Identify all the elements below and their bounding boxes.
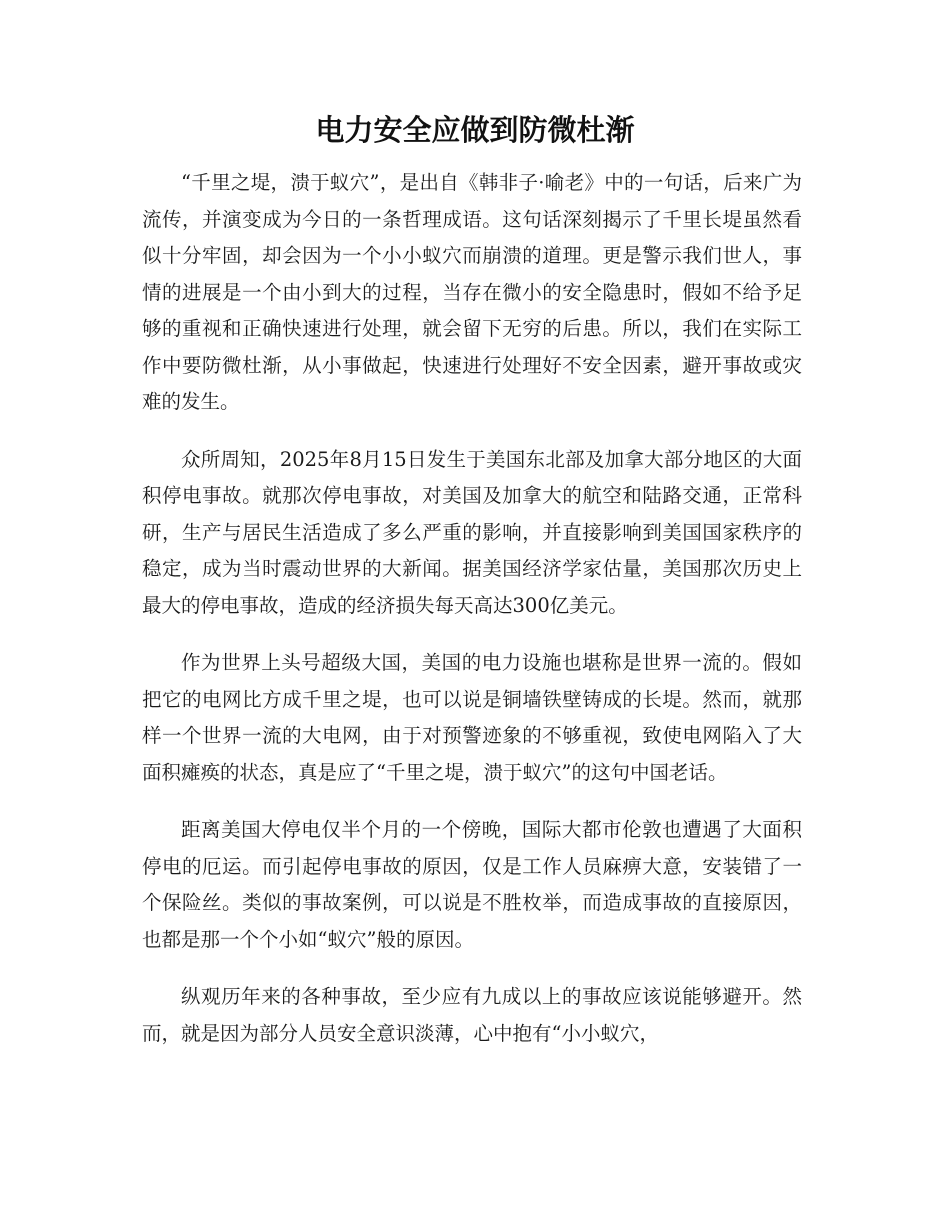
paragraph-5: 纵观历年来的各种事故，至少应有九成以上的事故应该说能够避开。然而，就是因为部分人员安全意识淡薄，心中抱有“小小蚁穴， (142, 985, 802, 1045)
paragraph-2: 众所周知，2025年8月15日发生于美国东北部及加拿大部分地区的大面积停电事故。就那次停电事故，对美国及加拿大的航空和陆路交通，正常科研，生产与居民生活造成了多么严重的影响，并直接影响到美国国家秩序的稳定，成为当时震动世界的大新闻。据美国经济学家估量，美国那次历史上最大的停电事故，造成的经济损失每天高达300亿美元。 (142, 447, 802, 617)
paragraph-1: “千里之堤，溃于蚁穴”，是出自《韩非子·喻老》中的一句话，后来广为流传，并演变成为今日的一条哲理成语。这句话深刻揭示了千里长堤虽然看似十分牢固，却会因为一个小小蚁穴而崩溃的道理。更是警示我们世人，事情的进展是一个由小到大的过程，当存在微小的安全隐患时，假如不给予足够的重视和正确快速进行处理，就会留下无穷的后患。所以，我们在实际工作中要防微杜渐，从小事做起，快速进行处理好不安全因素，避开事故或灾难的发生。 (142, 171, 802, 413)
paragraph-4: 距离美国大停电仅半个月的一个傍晚，国际大都市伦敦也遭遇了大面积停电的厄运。而引起停电事故的原因，仅是工作人员麻痹大意，安装错了一个保险丝。类似的事故案例，可以说是不胜枚举，而造成事故的直接原因，也都是那一个个小如“蚁穴”般的原因。 (142, 818, 802, 951)
document-title: 电力安全应做到防微杜渐 (315, 113, 635, 147)
document-body (142, 165, 802, 1073)
paragraph-3: 作为世界上头号超级大国，美国的电力设施也堪称是世界一流的。假如把它的电网比方成千里之堤，也可以说是铜墙铁壁铸成的长堤。然而，就那样一个世界一流的大电网，由于对预警迹象的不够重视，致使电网陷入了大面积瘫痪的状态，真是应了“千里之堤，溃于蚁穴”的这句中国老话。 (142, 651, 802, 784)
